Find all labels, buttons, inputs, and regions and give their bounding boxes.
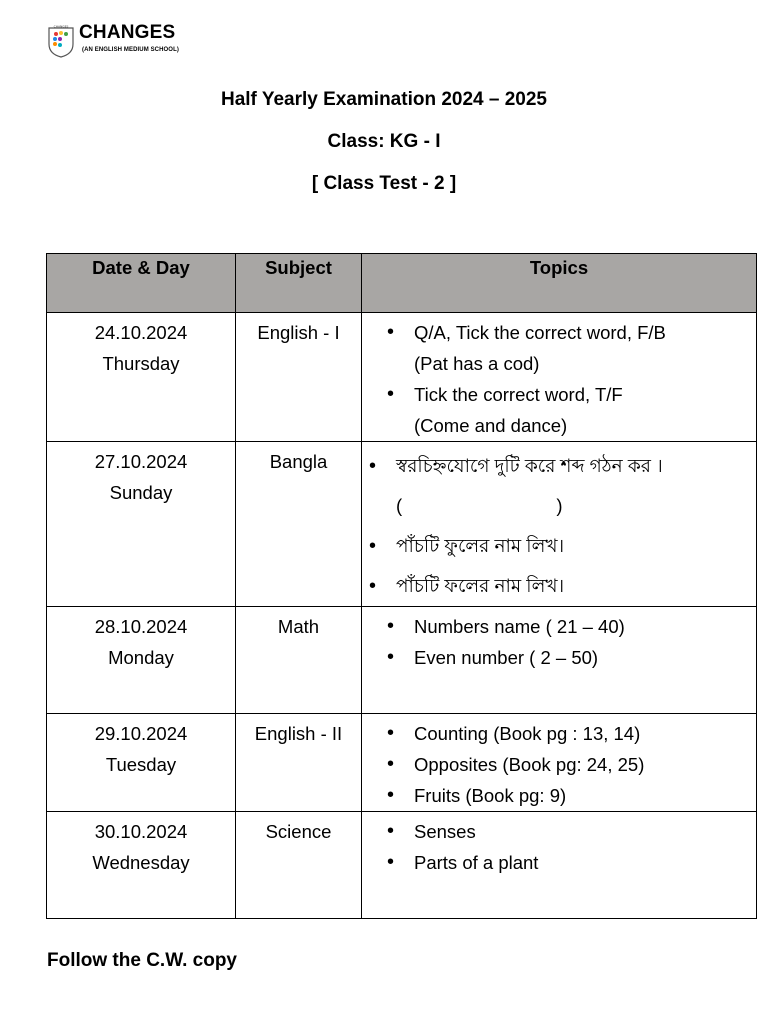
subject-cell: Science: [236, 812, 362, 919]
topic-item: [414, 317, 756, 379]
date-text: 24.10.2024: [94, 322, 188, 343]
subject-cell: Bangla: [236, 442, 362, 607]
topics-cell: [362, 812, 757, 919]
topic-item: [396, 566, 756, 606]
date-cell: [47, 714, 236, 812]
topic-line: • Counting (Book pg : 13, 14): [414, 723, 641, 744]
column-header-topics: Topics: [362, 254, 757, 313]
topic-item: [414, 749, 756, 780]
topic-item: [414, 816, 756, 847]
topic-item: [414, 642, 756, 673]
subject-cell: Math: [236, 607, 362, 714]
exam-title: Half Yearly Examination 2024 – 2025: [220, 89, 547, 110]
topic-item: [414, 780, 756, 811]
school-logo-icon: [47, 24, 75, 58]
topic-line: ( ): [396, 495, 563, 516]
school-logo: [47, 22, 247, 62]
footer-note: Follow the C.W. copy: [47, 950, 237, 971]
topic-item: [414, 611, 756, 642]
column-header-subject: Subject: [236, 254, 362, 313]
day-text: Tuesday: [105, 754, 177, 775]
school-name: CHANGES: [79, 22, 176, 43]
date-text: 27.10.2024: [94, 451, 188, 472]
topic-line: • পাঁচটি ফুলের নাম লিখ।: [396, 535, 565, 556]
topic-item: [414, 379, 756, 441]
day-text: Monday: [108, 647, 174, 668]
table-row: [47, 313, 757, 442]
subject-cell: English - II: [236, 714, 362, 812]
date-cell: [47, 607, 236, 714]
topic-line: • Opposites (Book pg: 24, 25): [414, 754, 645, 775]
date-cell: [47, 812, 236, 919]
column-header-date: Date & Day: [47, 254, 236, 313]
test-line: [ Class Test - 2 ]: [311, 173, 457, 194]
date-text: 28.10.2024: [94, 616, 188, 637]
class-line: Class: KG - I: [327, 131, 441, 152]
table-row: [47, 812, 757, 919]
date-cell: [47, 313, 236, 442]
topic-line: (Come and dance): [414, 415, 568, 436]
topic-item: [414, 718, 756, 749]
topics-cell: [362, 313, 757, 442]
topic-line: • Fruits (Book pg: 9): [414, 785, 567, 806]
date-cell: [47, 442, 236, 607]
table-row: [47, 607, 757, 714]
topics-cell: [362, 607, 757, 714]
date-text: 30.10.2024: [94, 821, 188, 842]
topics-cell: [362, 442, 757, 607]
topic-line: • স্বরচিহ্নযোগে দুটি করে শব্দ গঠন কর ।: [396, 455, 663, 476]
topic-line: • Even number ( 2 – 50): [414, 647, 599, 668]
topic-line: • Parts of a plant: [414, 852, 539, 873]
date-text: 29.10.2024: [94, 723, 188, 744]
topic-item: [396, 526, 756, 566]
day-text: Sunday: [109, 482, 173, 503]
table-header-row: [47, 254, 757, 313]
table-row: [47, 442, 757, 607]
topic-line: (Pat has a cod): [414, 353, 540, 374]
day-text: Wednesday: [92, 852, 190, 873]
day-text: Thursday: [102, 353, 180, 374]
exam-schedule-table: [46, 253, 757, 919]
topic-line: • Numbers name ( 21 – 40): [414, 616, 625, 637]
topic-line: • Q/A, Tick the correct word, F/B: [414, 322, 666, 343]
school-tagline: (AN ENGLISH MEDIUM SCHOOL): [82, 47, 179, 53]
subject-cell: English - I: [236, 313, 362, 442]
topic-line: • Senses: [414, 821, 476, 842]
topic-line: • পাঁচটি ফলের নাম লিখ।: [396, 575, 565, 596]
topic-item: [414, 847, 756, 878]
logo-mark-text: CHANGES: [53, 24, 69, 29]
table-row: [47, 714, 757, 812]
topic-line: • Tick the correct word, T/F: [414, 384, 623, 405]
topics-cell: [362, 714, 757, 812]
topic-item: [396, 446, 756, 526]
